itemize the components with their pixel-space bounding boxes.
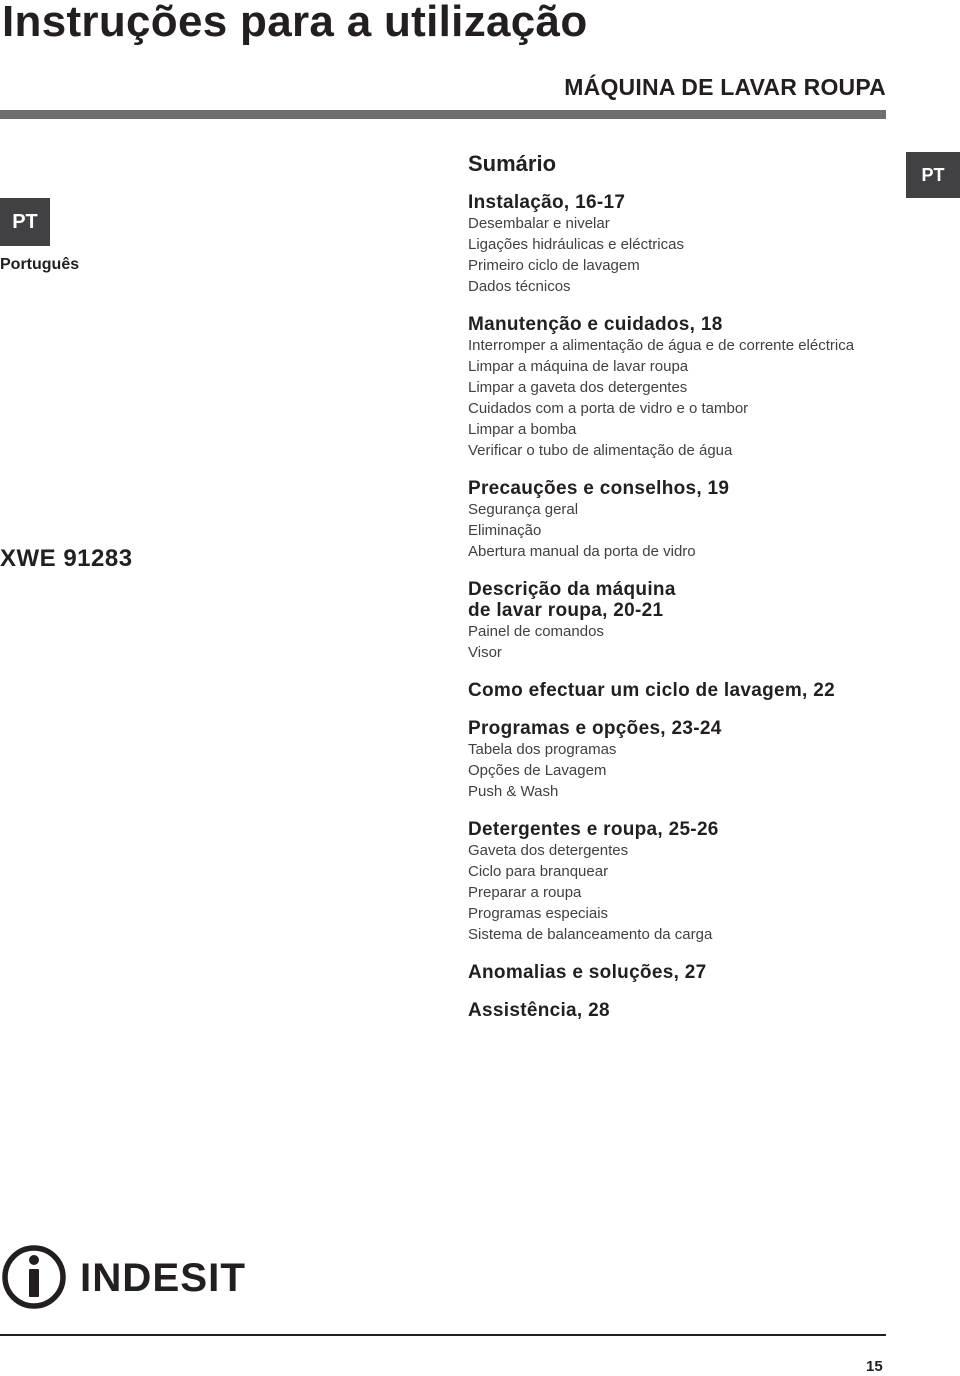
table-of-contents — [468, 150, 908, 1038]
toc-section-assistance — [468, 1000, 908, 1021]
toc-item-list — [468, 739, 908, 802]
toc-item: Limpar a máquina de lavar roupa — [468, 358, 689, 375]
toc-item: Sistema de balanceamento da carga — [468, 926, 713, 943]
toc-item: Desembalar e nivelar — [468, 215, 610, 232]
toc-item: Abertura manual da porta de vidro — [468, 543, 696, 560]
toc-item-list — [468, 335, 908, 461]
toc-section-maintenance — [468, 314, 908, 461]
page-number: 15 — [866, 1358, 883, 1375]
toc-title: Sumário — [468, 151, 557, 176]
toc-section-installation — [468, 192, 908, 297]
toc-section-programs — [468, 718, 908, 802]
toc-item-list — [468, 840, 908, 945]
toc-section-heading: Programas e opções, 23-24 — [468, 718, 722, 739]
toc-item: Gaveta dos detergentes — [468, 842, 629, 859]
toc-section-heading: Detergentes e roupa, 25-26 — [468, 819, 719, 840]
toc-item: Limpar a gaveta dos detergentes — [468, 379, 688, 396]
toc-item: Interromper a alimentação de água e de corrente eléctrica — [468, 337, 855, 354]
toc-section-heading: Anomalias e soluções, 27 — [468, 962, 707, 983]
toc-section-heading: Instalação, 16-17 — [468, 192, 626, 213]
brand-wordmark: INDESIT — [80, 1256, 246, 1300]
toc-item: Verificar o tubo de alimentação de água — [468, 442, 733, 459]
toc-section-troubleshooting — [468, 962, 908, 983]
toc-item-list — [468, 621, 908, 663]
toc-item: Limpar a bomba — [468, 421, 577, 438]
toc-item: Cuidados com a porta de vidro e o tambor — [468, 400, 749, 417]
page-title: Instruções para a utilização — [2, 0, 588, 46]
header-divider — [0, 110, 886, 119]
toc-section-heading: Manutenção e cuidados, 18 — [468, 314, 723, 335]
toc-item: Visor — [468, 644, 502, 661]
footer-divider — [0, 1334, 886, 1336]
toc-item: Preparar a roupa — [468, 884, 582, 901]
toc-item: Segurança geral — [468, 501, 579, 518]
toc-section-precautions — [468, 478, 908, 562]
toc-item: Programas especiais — [468, 905, 609, 922]
indesit-logo-icon — [0, 1244, 250, 1310]
toc-item-list — [468, 499, 908, 562]
toc-item: Primeiro ciclo de lavagem — [468, 257, 640, 274]
toc-section-description — [468, 579, 908, 663]
toc-section-detergents — [468, 819, 908, 945]
toc-item: Dados técnicos — [468, 278, 571, 295]
toc-item: Push & Wash — [468, 783, 559, 800]
toc-item: Ciclo para branquear — [468, 863, 609, 880]
product-subtitle: MÁQUINA DE LAVAR ROUPA — [564, 74, 886, 100]
toc-section-heading: Assistência, 28 — [468, 1000, 610, 1021]
model-number: XWE 91283 — [0, 545, 133, 572]
language-code-badge: PT — [0, 198, 50, 246]
toc-item-list — [468, 213, 908, 297]
language-side-tab: PT — [906, 152, 960, 198]
toc-section-wash-cycle — [468, 680, 908, 701]
toc-section-heading: Como efectuar um ciclo de lavagem, 22 — [468, 680, 835, 701]
toc-item: Painel de comandos — [468, 623, 604, 640]
toc-item: Opções de Lavagem — [468, 762, 607, 779]
toc-item: Eliminação — [468, 522, 542, 539]
toc-item: Tabela dos programas — [468, 741, 617, 758]
toc-section-heading: Precauções e conselhos, 19 — [468, 478, 730, 499]
toc-item: Ligações hidráulicas e eléctricas — [468, 236, 684, 253]
toc-section-heading: Descrição da máquina de lavar roupa, 20-21 — [468, 579, 676, 621]
language-name: Português — [0, 256, 80, 273]
